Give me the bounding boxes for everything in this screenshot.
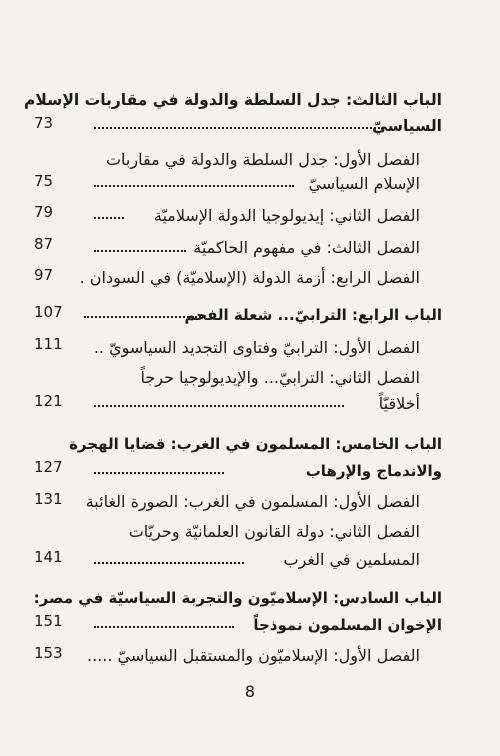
toc-section-3-1: الفصل الأول: جدل السلطة والدولة في مقاربات [105,150,420,169]
page-number: 8 [244,682,256,701]
toc-section-3-2: الفصل الثاني: إيديولوجيا الدولة الإسلاميّة [153,206,420,225]
toc-section-4-1: الفصل الأول: الترابيّ وفتاوى التجديد السياسويّ .. [93,338,420,357]
toc-page-number: 75 [34,172,54,190]
leader-dots [94,121,384,129]
leader-dots [94,556,244,564]
leader-dots [94,620,234,628]
toc-chapter-5-title-cont: والاندماج والإرهاب [305,462,442,480]
toc-section-4-2-cont: أخلاقيّاً [378,394,420,413]
toc-chapter-4-title: الباب الرابع: الترابيّ... شعلة الفحم [184,306,442,324]
toc-page-number: 151 [34,612,63,630]
toc-chapter-5-title: الباب الخامس: المسلمون في الغرب: قضايا الهجرة [69,435,442,453]
toc-section-3-4: الفصل الرابع: أزمة الدولة (الإسلاميّة) في السودان . [79,268,420,287]
leader-dots [94,466,224,474]
toc-page-number: 121 [34,392,63,410]
leader-dots [94,244,186,252]
toc-page-number: 141 [34,548,63,566]
toc-chapter-3-title: الباب الثالث: جدل السلطة والدولة في مقاربات الإسلام [24,91,442,109]
toc-chapter-6-title-cont: الإخوان المسلمون نموذجاً [253,616,442,634]
toc-page-number: 131 [34,490,63,508]
toc-page-number: 87 [34,235,54,253]
toc-section-5-2: الفصل الثاني: دولة القانون العلمانيّة وحريّات [128,522,420,541]
toc-chapter-3-title-cont: السياسيّ [372,117,442,135]
leader-dots [94,179,294,187]
toc-page-number: 107 [34,303,63,321]
toc-section-6-1: الفصل الأول: الإسلاميّون والمستقبل السياسيّ ..... [87,646,420,665]
toc-page-number: 111 [34,335,63,353]
leader-dots [94,211,124,219]
toc-section-5-2-cont: المسلمين في الغرب [283,550,420,569]
toc-page-number: 73 [34,114,54,132]
toc-page-number: 97 [34,266,54,284]
toc-page-number: 79 [34,203,54,221]
toc-section-3-3: الفصل الثالث: في مفهوم الحاكميّة [193,238,420,257]
toc-chapter-6-title: الباب السادس: الإسلاميّون والتجربة السياسيّة في مصر: [33,589,442,607]
toc-section-4-2: الفصل الثاني: الترابيّ... والإيديولوجيا حرجاً [140,368,420,387]
toc-page-number: 153 [34,644,63,662]
toc-section-5-1: الفصل الأول: المسلمون في الغرب: الصورة الغائبة [85,492,420,511]
toc-page-number: 127 [34,458,63,476]
toc-section-3-1-cont: الإسلام السياسيّ [308,174,420,193]
leader-dots [94,399,344,407]
